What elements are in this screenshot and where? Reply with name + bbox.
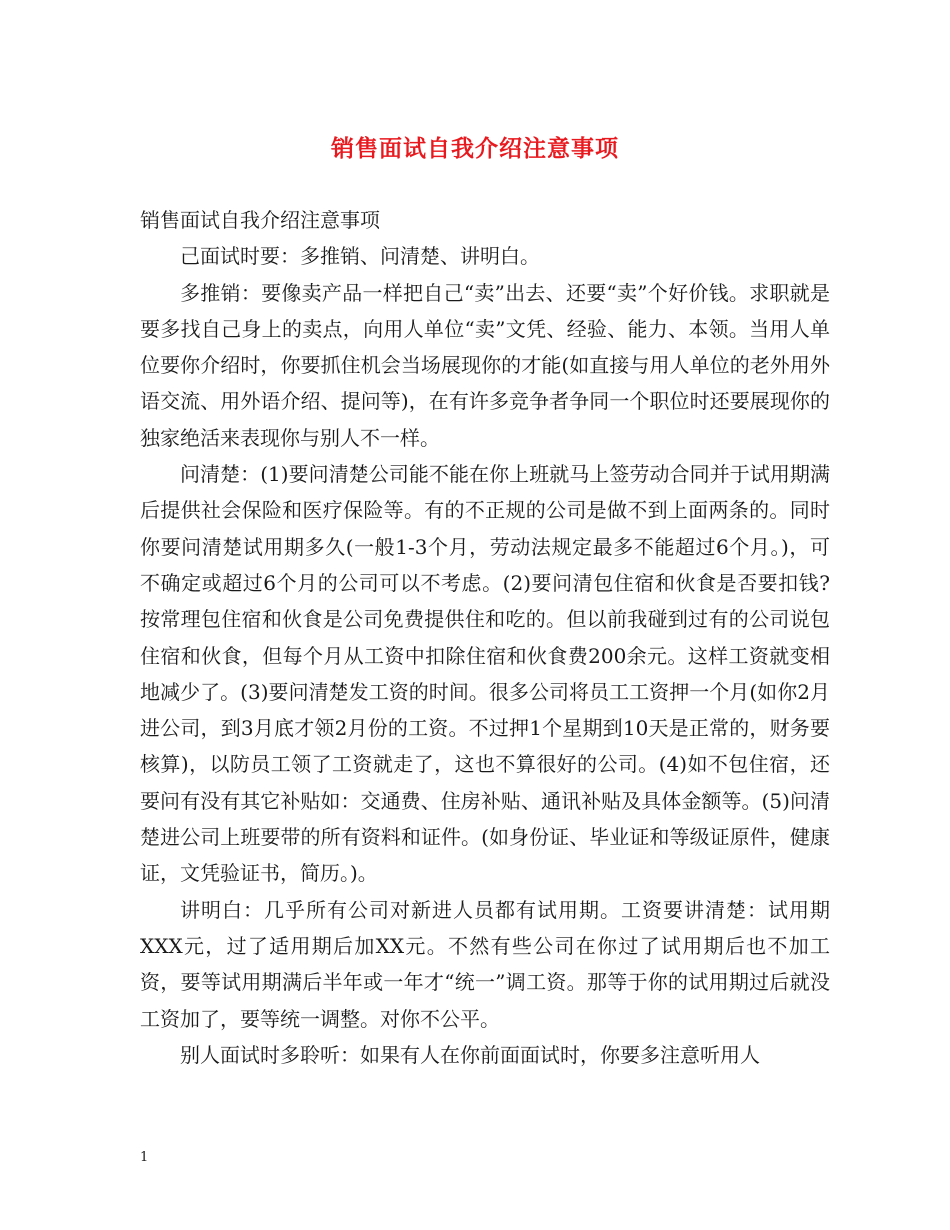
paragraph-subtitle: 销售面试自我介绍注意事项 [140, 208, 380, 232]
page-number: 1 [140, 1150, 149, 1165]
paragraph-ask-clearly: 问清楚：(1)要问清楚公司能不能在你上班就马上签劳动合同并于试用期满后提供社会保险和医疗保险等。有的不正规的公司是做不到上面两条的。同时你要问清楚试用期多久(一般1-3个月，劳动法规定最多不能超过6个月。)，可不确定或超过6个月的公司可以不考虑。(2)要问清包住宿和伙食是否要扣钱?按常理包住宿和伙食是公司免费提供住和吃的。但以前我碰到过有的公司说包住宿和伙食，但每个月从工资中扣除住宿和伙食费200余元。这样工资就变相地减少了。(3)要问清楚发工资的时间。很多公司将员工工资押一个月(如你2月进公司，到3月底才领2月份的工资。不过押1个星期到10天是正常的，财务要核算)，以防员工领了工资就走了，这也不算很好的公司。(4)如不包住宿，还要问有没有其它补贴如：交通费、住房补贴、通讯补贴及具体金额等。(5)问清楚进公司上班要带的所有资料和证件。(如身份证、毕业证和等级证原件，健康证，文凭验证书，简历。)。 [140, 462, 830, 886]
paragraph-summary: 己面试时要：多推销、问清楚、讲明白。 [180, 244, 540, 269]
document-title: 销售面试自我介绍注意事项 [331, 135, 619, 162]
paragraph-listen: 别人面试时多聆听：如果有人在你前面面试时，你要多注意听用人 [180, 1042, 760, 1067]
paragraph-promote: 多推销：要像卖产品一样把自己“卖”出去、还要“卖”个好价钱。求职就是要多找自己身上的卖点，向用人单位“卖”文凭、经验、能力、本领。当用人单位要你介绍时，你要抓住机会当场展现你的才能(如直接与用人单位的老外用外语交流、用外语介绍、提问等)，在有许多竞争者争同一个职位时还要展现你的独家绝活来表现你与别人不一样。 [140, 280, 830, 450]
document-body [140, 202, 830, 1073]
paragraph-explain: 讲明白：几乎所有公司对新进人员都有试用期。工资要讲清楚：试用期XXX元，过了适用期后加XX元。不然有些公司在你过了试用期后也不加工资，要等试用期满后半年或一年才“统一”调工资。那等于你的试用期过后就没工资加了，要等统一调整。对你不公平。 [140, 897, 830, 1031]
